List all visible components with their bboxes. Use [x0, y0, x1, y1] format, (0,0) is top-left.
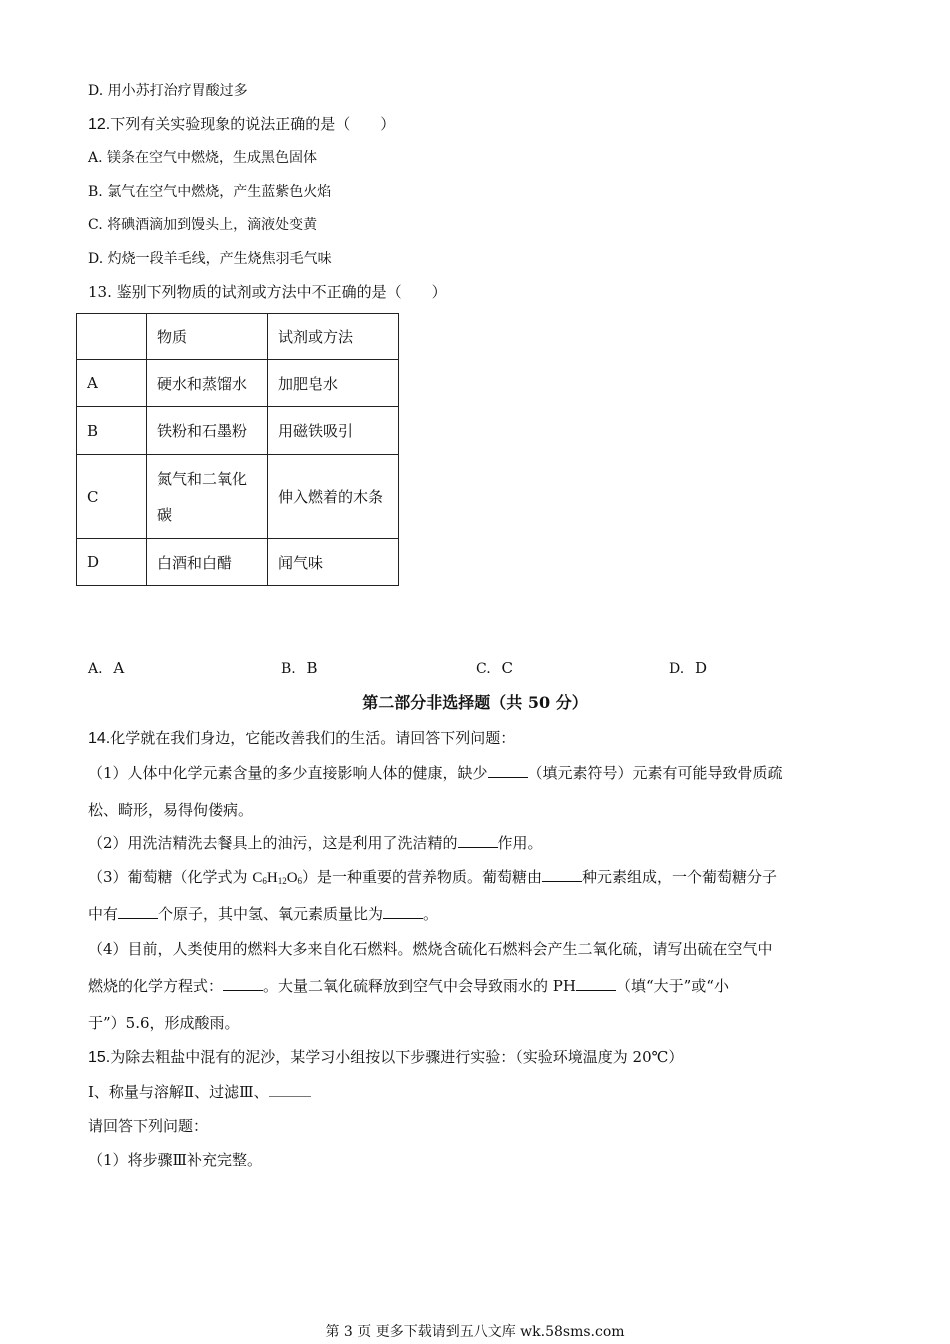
text: 。大量二氧化硫释放到空气中会导致雨水的 PH [263, 977, 576, 995]
q14-number: 14. [88, 730, 111, 747]
q15-stem [88, 1046, 683, 1069]
table-cell: 白酒和白醋 [147, 539, 268, 586]
q15-steps [88, 1081, 311, 1103]
text: 个原子，其中氢、氧元素质量比为 [158, 905, 384, 923]
q14-stem [88, 727, 515, 750]
text: （填“大于”或“小 [615, 977, 729, 995]
section-title: 第二部分非选择题（共 50 分） [362, 693, 588, 712]
q12-option-c: C. 将碘酒滴加到馒头上，滴液处变黄 [88, 217, 318, 233]
answer-blank[interactable] [269, 1081, 311, 1097]
table-header-cell: 试剂或方法 [268, 314, 399, 360]
table-cell: C [77, 455, 147, 539]
answer-prefix: D. [669, 661, 685, 677]
page-footer: 第 3 页 更多下载请到五八文库 wk.58sms.com [325, 1324, 625, 1340]
table-cell: 伸入燃着的木条 [268, 455, 399, 539]
text: 作用。 [497, 834, 543, 852]
answer-value: B [306, 659, 318, 677]
answer-prefix: A. [88, 661, 103, 677]
q12-stem [88, 113, 395, 136]
table-row [77, 455, 399, 539]
q15-stem-text: 为除去粗盐中混有的泥沙，某学习小组按以下步骤进行实验：（实验环境温度为 20℃） [110, 1048, 684, 1066]
table-cell: D [77, 539, 147, 586]
table-header-row [77, 314, 399, 360]
answer-blank[interactable] [383, 903, 423, 919]
text: 中有 [88, 905, 119, 923]
q14-part3-line1 [88, 866, 777, 892]
answer-blank[interactable] [488, 762, 528, 778]
table-cell: 加肥皂水 [268, 360, 399, 407]
q12-stem-text: 下列有关实验现象的说法正确的是（ ） [110, 115, 396, 133]
q13-answer-b [281, 657, 318, 680]
table-cell: 闻气味 [268, 539, 399, 586]
text: （2）用洗洁精洗去餐具上的油污，这是利用了洗洁精的 [88, 834, 458, 852]
text: 燃烧的化学方程式： [88, 977, 224, 995]
text: ）是一种重要的营养物质。葡萄糖由 [302, 868, 543, 886]
glucose-formula: $C_6H_{12}O_6$ [252, 870, 303, 886]
table-cell: 用磁铁吸引 [268, 407, 399, 455]
q14-part1-line2: 松、畸形，易得佝偻病。 [88, 801, 254, 819]
table-row [77, 407, 399, 455]
table-cell: 氮气和二氧化碳 [147, 455, 268, 539]
answer-value: A [113, 659, 125, 677]
table-cell: 硬水和蒸馏水 [147, 360, 268, 407]
q13-answer-d [669, 657, 707, 680]
q15-number: 15. [88, 1049, 111, 1066]
table-row [77, 539, 399, 586]
table-header-cell: 物质 [147, 314, 268, 360]
text: （3）葡萄糖（化学式为 [88, 868, 253, 886]
q14-part2 [88, 832, 543, 854]
q14-part1-line1 [88, 762, 783, 784]
text: （填元素符号）元素有可能导致骨质疏 [527, 764, 783, 782]
table-header-cell [77, 314, 147, 360]
text: 。 [423, 905, 439, 923]
q12-number: 12. [88, 116, 111, 133]
answer-prefix: B. [281, 661, 296, 677]
answer-value: D [694, 659, 707, 677]
text: 种元素组成，一个葡萄糖分子 [582, 868, 778, 886]
q14-part4-line2 [88, 975, 729, 997]
table-cell: A [77, 360, 147, 407]
answer-blank[interactable] [118, 903, 158, 919]
text: （1）人体中化学元素含量的多少直接影响人体的健康，缺少 [88, 764, 488, 782]
answer-blank[interactable] [542, 866, 582, 882]
q13-table [76, 313, 399, 586]
q13-answer-a [88, 657, 124, 680]
q14-part4-line3: 于”）5.6，形成酸雨。 [88, 1014, 240, 1032]
table-cell: 铁粉和石墨粉 [147, 407, 268, 455]
q12-option-d: D. 灼烧一段羊毛线，产生烧焦羽毛气味 [88, 251, 332, 267]
q12-option-a: A. 镁条在空气中燃烧，生成黑色固体 [88, 150, 318, 166]
q14-part3-line2 [88, 903, 438, 925]
answer-blank[interactable] [223, 975, 263, 991]
text: Ⅰ、称量与溶解Ⅱ、过滤Ⅲ、 [88, 1083, 269, 1101]
q14-part4-line1: （4）目前，人类使用的燃料大多来自化石燃料。燃烧含硫化石燃料会产生二氧化硫，请写出硫在空气中 [88, 940, 773, 958]
answer-value: C [501, 659, 513, 677]
q15-ask: 请回答下列问题： [88, 1117, 209, 1135]
q13-stem: 13. 鉴别下列物质的试剂或方法中不正确的是（ ） [88, 283, 447, 301]
q12-option-b: B. 氯气在空气中燃烧，产生蓝紫色火焰 [88, 184, 332, 200]
q13-answer-c [476, 657, 513, 680]
answer-prefix: C. [476, 661, 491, 677]
q15-part1: （1）将步骤Ⅲ补充完整。 [88, 1151, 263, 1169]
q11-option-d: D. 用小苏打治疗胃酸过多 [88, 83, 248, 99]
answer-blank[interactable] [576, 975, 616, 991]
table-cell: B [77, 407, 147, 455]
q14-stem-text: 化学就在我们身边，它能改善我们的生活。请回答下列问题： [110, 729, 516, 747]
table-row [77, 360, 399, 407]
answer-blank[interactable] [458, 832, 498, 848]
